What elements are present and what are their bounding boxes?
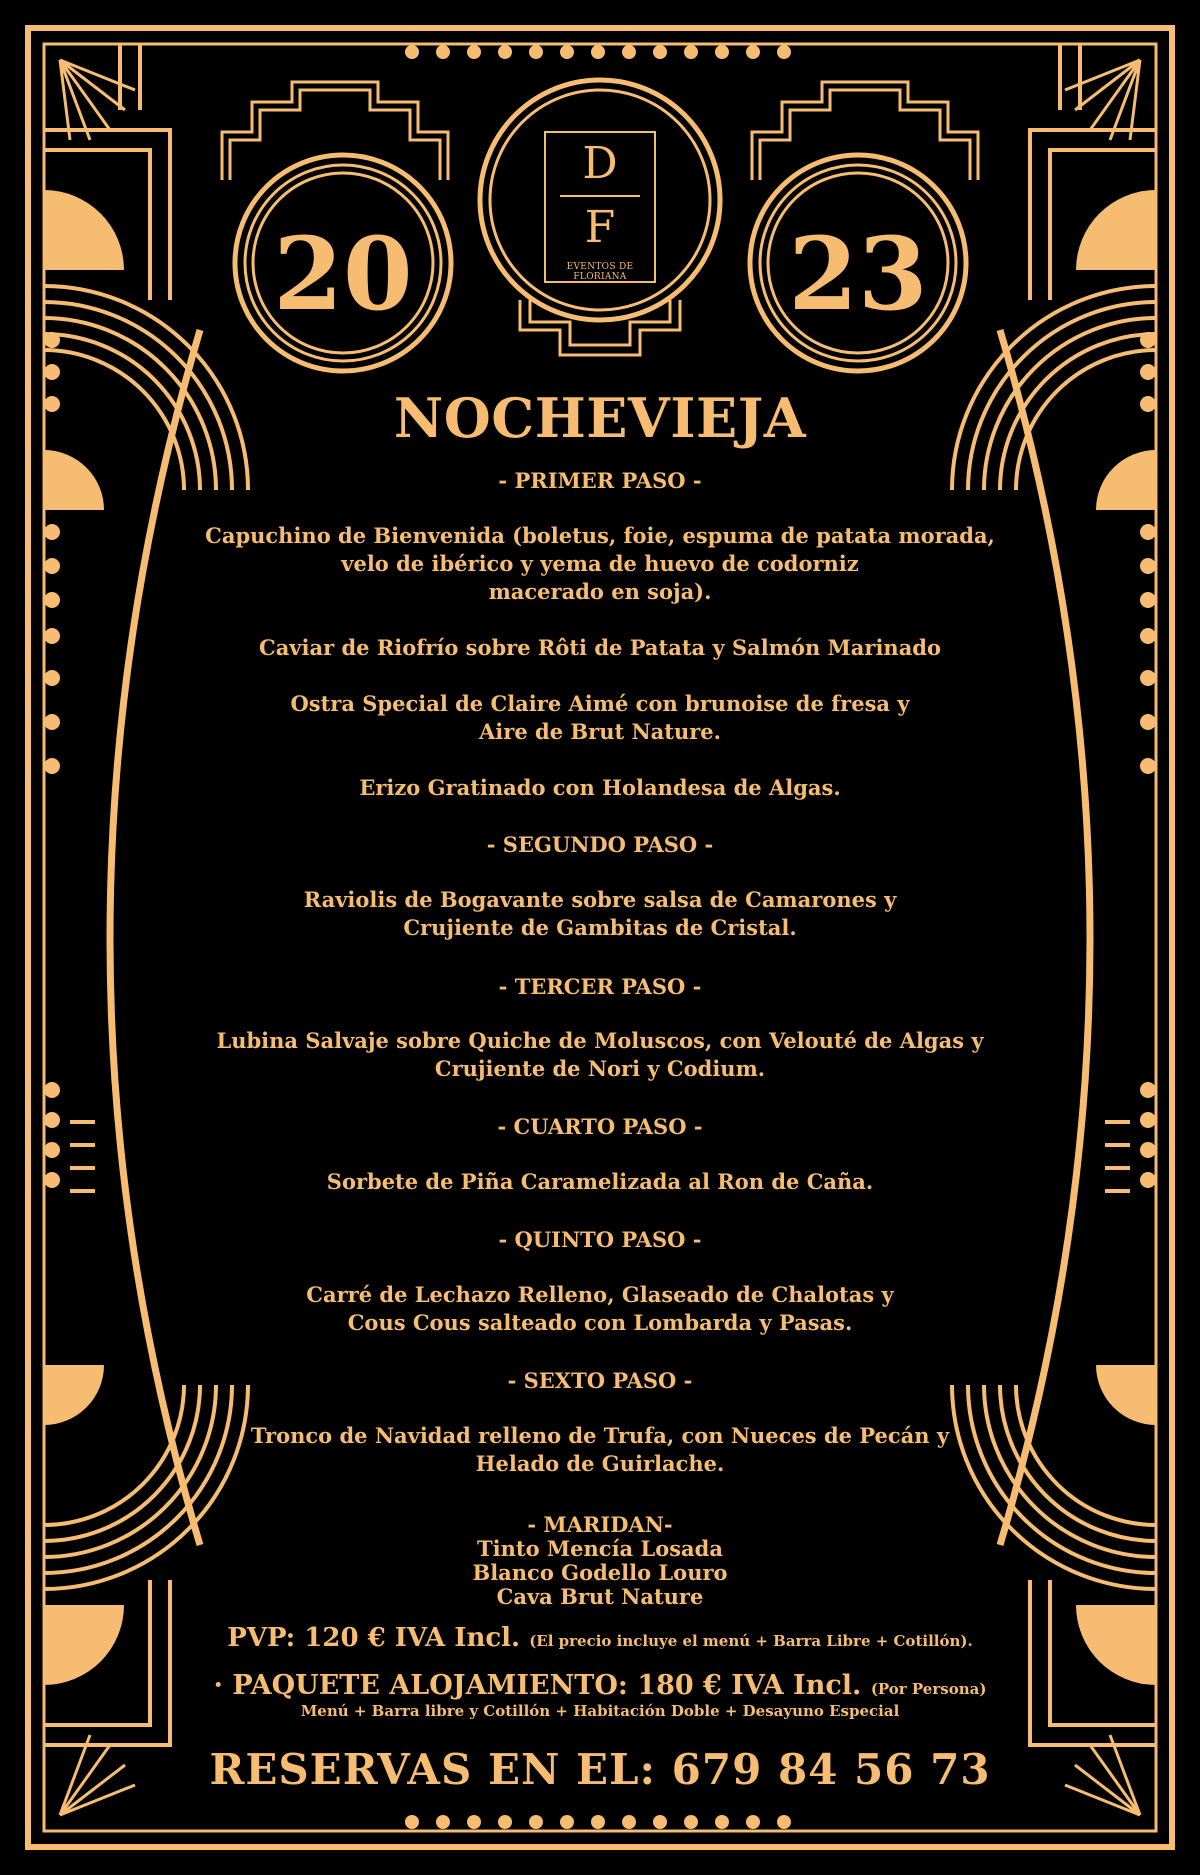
maridan-block [0,1513,1200,1609]
maridan-heading: - MARIDAN- [527,1512,673,1537]
wine-3: Cava Brut Nature [496,1584,704,1609]
section-primer-paso: - PRIMER PASO - [498,468,702,493]
section-segundo-paso: - SEGUNDO PASO - [486,832,714,857]
wine-2: Blanco Godello Louro [472,1560,728,1585]
dish-tronco: Tronco de Navidad relleno de Trufa, con Nueces de Pecán y Helado de Guirlache. [250,1423,950,1476]
dish-raviolis: Raviolis de Bogavante sobre salsa de Camarones y Crujiente de Gambitas de Cristal. [303,887,897,940]
package-detail: Menú + Barra libre y Cotillón + Habitación Doble + Desayuno Especial [300,1702,900,1720]
dish-capuchino: Capuchino de Bienvenida (boletus, foie, espuma de patata morada, velo de ibérico y yema de huevo de codorniz macerado en soja). [205,523,995,604]
price-line [0,1623,1200,1653]
menu-title: NOCHEVIEJA [393,386,807,450]
section-quinto-paso: - QUINTO PASO - [498,1227,702,1252]
dish-ostra: Ostra Special de Claire Aimé con brunoise de fresa y Aire de Brut Nature. [290,691,910,744]
section-sexto-paso: - SEXTO PASO - [507,1368,693,1393]
package-line [0,1670,1200,1701]
price-note: (El precio incluye el menú + Barra Libre + Cotillón). [529,1632,973,1650]
dish-lubina: Lubina Salvaje sobre Quiche de Moluscos, con Velouté de Algas y Crujiente de Nori y Codium. [216,1028,984,1081]
wine-1: Tinto Mencía Losada [477,1536,723,1561]
year-right: 23 [788,215,928,333]
logo-caption: EVENTOS DE FLORIANA [566,262,634,282]
dish-caviar: Caviar de Riofrío sobre Rôti de Patata y Salmón Marinado [258,635,941,660]
price-main: PVP: 120 € IVA Incl. [227,1623,521,1653]
logo-circle [480,80,720,320]
logo-letter-d: D [582,138,618,189]
dish-sorbete: Sorbete de Piña Caramelizada al Ron de Caña. [326,1169,874,1194]
dish-erizo: Erizo Gratinado con Holandesa de Algas. [359,775,841,800]
section-tercer-paso: - TERCER PASO - [498,974,702,999]
package-main: · PAQUETE ALOJAMIENTO: 180 € IVA Incl. [213,1670,862,1701]
dish-carre: Carré de Lechazo Relleno, Glaseado de Chalotas y Cous Cous salteado con Lombarda y Pasas. [306,1282,894,1335]
package-note: (Por Persona) [870,1680,987,1698]
section-cuarto-paso: - CUARTO PASO - [497,1114,703,1139]
year-left: 20 [273,215,413,333]
reservation-phone[interactable]: RESERVAS EN EL: 679 84 56 73 [209,1745,991,1794]
logo-letter-f: F [584,202,616,253]
